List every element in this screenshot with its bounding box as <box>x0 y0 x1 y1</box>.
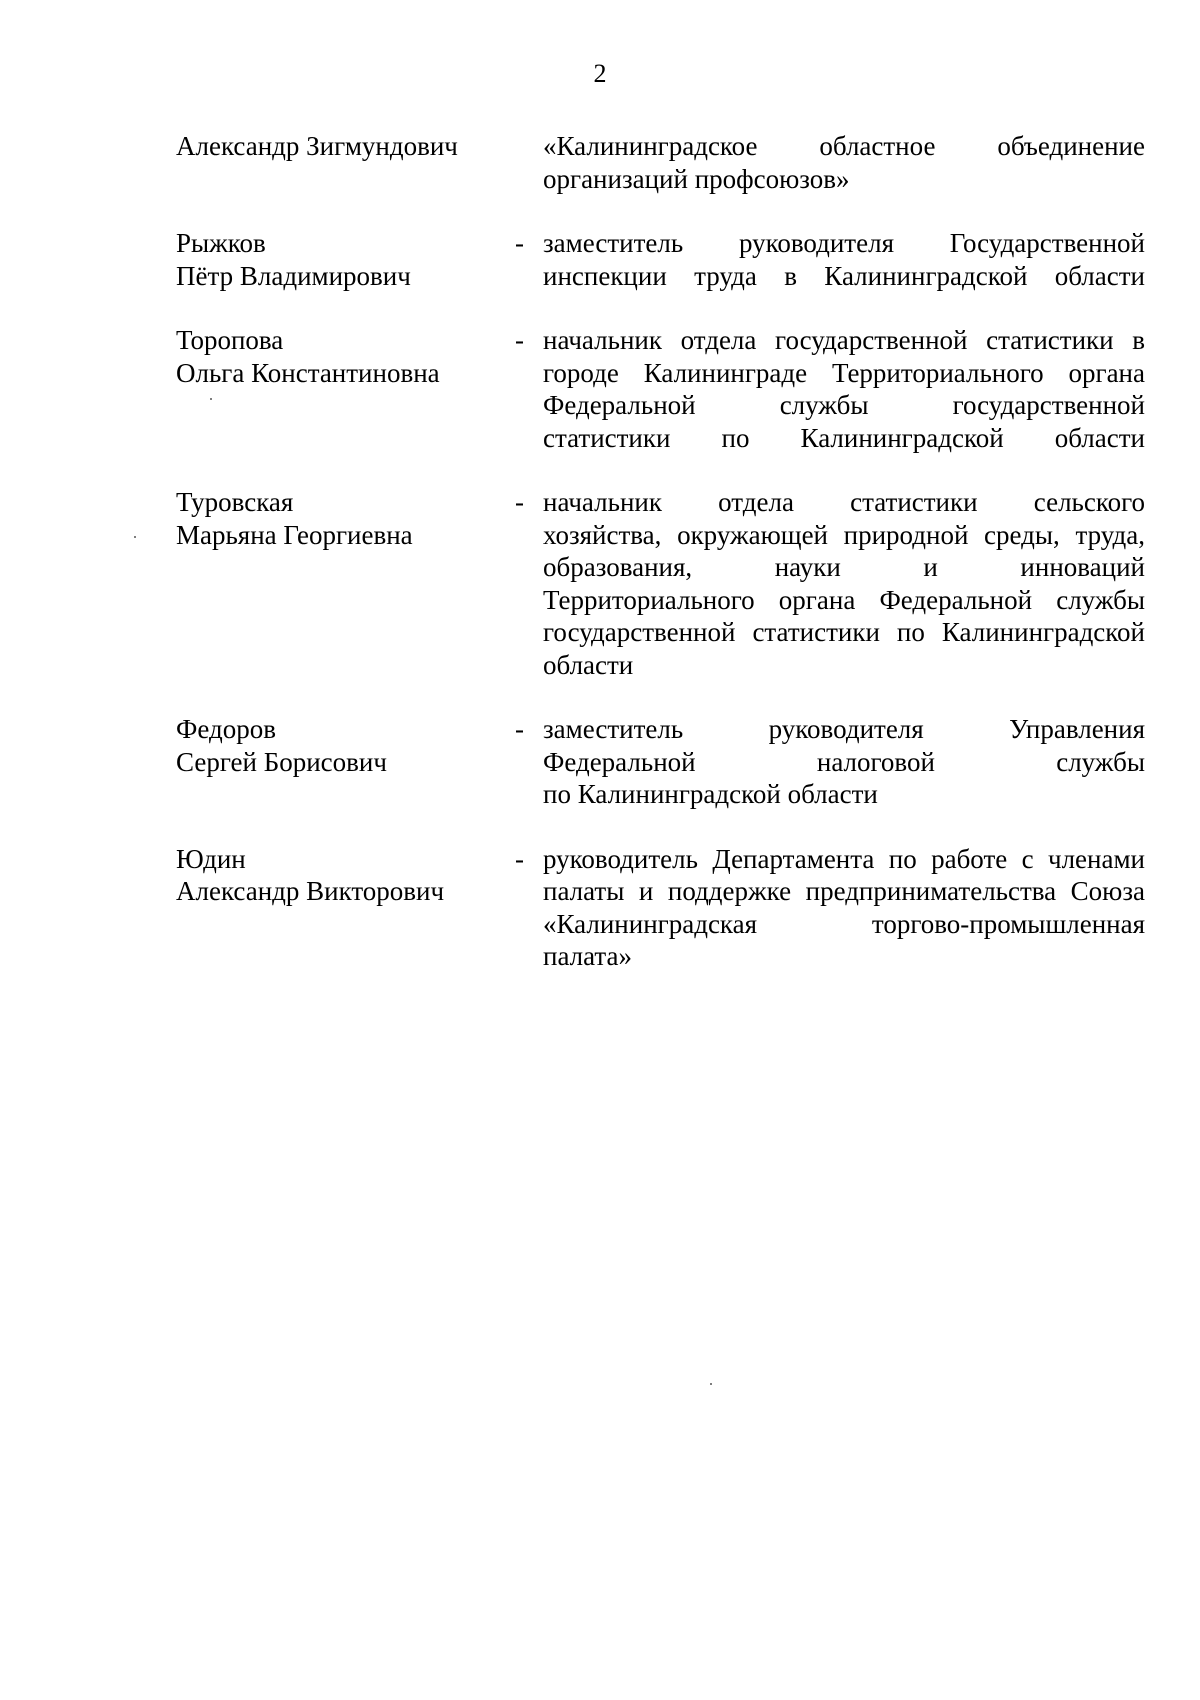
separator-dash: - <box>515 228 524 258</box>
position-line: начальник отдела государственной статистики в <box>543 325 1145 355</box>
member-entry <box>176 324 1156 454</box>
position-line: области <box>543 649 634 680</box>
member-name <box>176 486 496 551</box>
position-line: образования, науки и инноваций <box>543 552 1145 582</box>
member-given-names: Александр Викторович <box>176 876 445 906</box>
scan-speck <box>134 536 136 538</box>
position-line: государственной статистики по Калининградской <box>543 617 1145 647</box>
member-entry <box>176 713 1156 811</box>
position-line: палата» <box>543 941 633 971</box>
member-name <box>176 843 496 908</box>
position-line: Территориального органа Федеральной службы <box>543 584 1145 615</box>
member-surname: Туровская <box>176 487 294 517</box>
scan-speck <box>210 398 212 400</box>
member-given-names: Ольга Константиновна <box>176 357 440 388</box>
position-line: заместитель руководителя Управления <box>543 714 1145 744</box>
page-number: 2 <box>593 59 607 88</box>
position-line: начальник отдела статистики сельского <box>543 487 1145 517</box>
position-line: городе Калининграде Территориального органа <box>543 357 1145 388</box>
separator-dash: - <box>515 714 524 744</box>
member-surname: Торопова <box>176 325 284 355</box>
member-name-line: Александр Зигмундович <box>176 131 458 161</box>
member-surname: Федоров <box>176 714 276 744</box>
position-line: заместитель руководителя Государственной <box>543 228 1145 258</box>
position-line: по Калининградской области <box>543 779 878 809</box>
member-position <box>543 227 1145 292</box>
member-surname: Рыжков <box>176 228 266 258</box>
member-position <box>543 843 1145 973</box>
position-line: статистики по Калининградской области <box>543 422 1145 453</box>
member-position <box>543 713 1145 811</box>
member-entry <box>176 486 1156 681</box>
position-line: «Калининградское областное объединение <box>543 131 1145 161</box>
position-line: организаций профсоюзов» <box>543 163 850 194</box>
member-entry <box>176 227 1156 292</box>
position-line: «Калининградская торгово-промышленная <box>543 908 1145 939</box>
member-given-names: Марьяна Георгиевна <box>176 519 413 550</box>
member-position <box>543 324 1145 454</box>
position-line: руководитель Департамента по работе с членами <box>543 843 1145 874</box>
position-line: Федеральной службы государственной <box>543 390 1145 420</box>
member-list <box>176 130 1156 1005</box>
member-entry <box>176 843 1156 973</box>
separator-dash: - <box>515 843 524 874</box>
separator-dash: - <box>515 325 524 355</box>
member-position <box>543 130 1145 195</box>
member-name <box>176 130 496 163</box>
scan-speck <box>710 1383 712 1385</box>
member-name <box>176 713 496 778</box>
position-line: инспекции труда в Калининградской области <box>543 260 1145 291</box>
position-line: Федеральной налоговой службы <box>543 746 1145 777</box>
member-name <box>176 324 496 389</box>
member-surname: Юдин <box>176 843 246 874</box>
member-name <box>176 227 496 292</box>
separator-dash: - <box>515 487 524 517</box>
member-entry <box>176 130 1156 195</box>
member-given-names: Сергей Борисович <box>176 746 387 777</box>
member-given-names: Пётр Владимирович <box>176 260 411 291</box>
position-line: хозяйства, окружающей природной среды, труда, <box>543 519 1145 550</box>
position-line: палаты и поддержке предпринимательства Союза <box>543 876 1145 906</box>
member-position <box>543 486 1145 681</box>
